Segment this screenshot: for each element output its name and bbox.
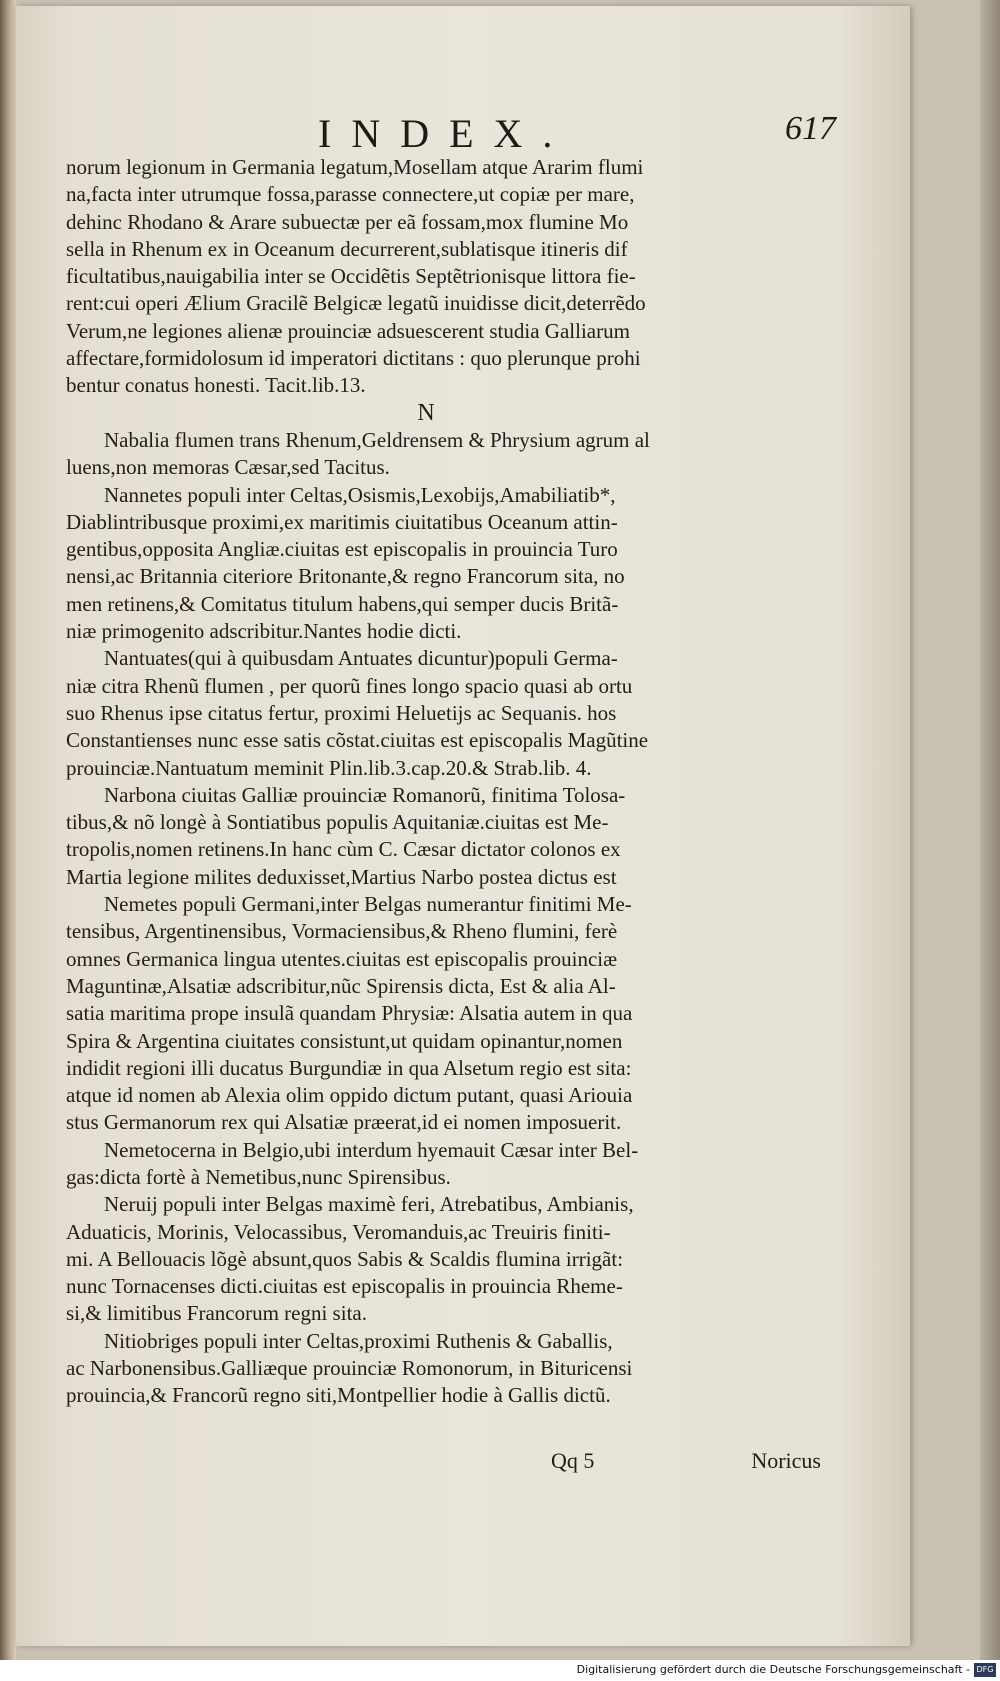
text-line: Verum,ne legiones alienæ prouinciæ adsuescerent studia Galliarum bbox=[66, 318, 630, 343]
entry-start-line: Neruij populi inter Belgas maximè feri, Atrebatibus, Ambianis, bbox=[104, 1192, 634, 1217]
text-line: prouinciæ.Nantuatum meminit Plin.lib.3.cap.20.& Strab.lib. 4. bbox=[66, 755, 592, 780]
text-line: Spira & Argentina ciuitates consistunt,ut quidam opinantur,nomen bbox=[66, 1028, 623, 1053]
text-line: Maguntinæ,Alsatiæ adscribitur,nũc Spirensis dicta, Est & alia Al- bbox=[66, 973, 616, 998]
book-binding bbox=[0, 0, 16, 1660]
digitization-footer bbox=[0, 1660, 1000, 1681]
entry-start-line: Nemetocerna in Belgio,ubi interdum hyemauit Cæsar inter Bel- bbox=[104, 1137, 639, 1162]
dfg-logo-icon: DFG bbox=[974, 1663, 996, 1677]
text-line: omnes Germanica lingua utentes.ciuitas est episcopalis prouinciæ bbox=[66, 946, 618, 971]
text-line: affectare,formidolosum id imperatori dictitans : quo plerunque prohi bbox=[66, 346, 641, 371]
text-line: nensi,ac Britannia citeriore Britonante,& regno Francorum sita, no bbox=[66, 564, 625, 589]
text-line: norum legionum in Germania legatum,Mosellam atque Ararim flumi bbox=[66, 155, 644, 179]
text-line: luens,non memoras Cæsar,sed Tacitus. bbox=[66, 455, 390, 480]
text-line: tropolis,nomen retinens.In hanc cùm C. Cæsar dictator colonos ex bbox=[66, 837, 621, 862]
text-line: indidit regioni illi ducatus Burgundiæ in qua Alsetum regio est sita: bbox=[66, 1055, 632, 1080]
page-header bbox=[56, 110, 836, 156]
text-line: gentibus,opposita Angliæ.ciuitas est episcopalis in prouincia Turo bbox=[66, 537, 618, 562]
funding-credit: Digitalisierung gefördert durch die Deutsche Forschungsgemeinschaft - bbox=[576, 1663, 970, 1676]
text-line: dehinc Rhodano & Arare subuectæ per eã fossam,mox flumine Mo bbox=[66, 209, 629, 234]
page-foot bbox=[551, 1448, 821, 1478]
text-line: mi. A Bellouacis lõgè absunt,quos Sabis & Scaldis flumina irrigãt: bbox=[66, 1246, 624, 1271]
entry-start-line: Nannetes populi inter Celtas,Osismis,Lexobijs,Amabiliatib*, bbox=[104, 482, 616, 507]
running-title: INDEX. bbox=[318, 111, 573, 156]
text-line: Constantienses nunc esse satis cõstat.ciuitas est episcopalis Magũtine bbox=[66, 728, 649, 753]
text-line: satia maritima prope insulã quandam Phrysiæ: Alsatia autem in qua bbox=[66, 1001, 633, 1026]
text-line: niæ primogenito adscribitur.Nantes hodie dicti. bbox=[66, 619, 462, 644]
text-line: si,& limitibus Francorum regni sita. bbox=[66, 1301, 367, 1326]
text-line: prouincia,& Francorũ regno siti,Montpellier hodie à Gallis dictũ. bbox=[66, 1383, 611, 1408]
section-letter: N bbox=[417, 399, 435, 426]
entry-start-line: Narbona ciuitas Galliæ prouinciæ Romanorũ, finitima Tolosa- bbox=[104, 782, 626, 807]
text-line: niæ citra Rhenũ flumen , per quorũ fines longo spacio quasi ab ortu bbox=[66, 673, 633, 698]
text-line: bentur conatus honesti. Tacit.lib.13. bbox=[66, 373, 366, 398]
entry-start-line: Nitiobriges populi inter Celtas,proximi Ruthenis & Gaballis, bbox=[104, 1328, 613, 1353]
text-line: ficultatibus,nauigabilia inter se Occidẽtis Septẽtrionisque littora fie- bbox=[66, 264, 636, 289]
page-edge bbox=[980, 0, 1000, 1660]
index-text bbox=[66, 154, 826, 1410]
text-line: nunc Tornacenses dicti.ciuitas est episcopalis in prouincia Rheme- bbox=[66, 1274, 623, 1299]
text-line: ac Narbonensibus.Galliæque prouinciæ Romonorum, in Bituricensi bbox=[66, 1356, 633, 1381]
text-line: sella in Rhenum ex in Oceanum decurrerent,sublatisque itineris dif bbox=[66, 236, 628, 261]
text-line: Martia legione milites deduxisset,Martius Narbo postea dictus est bbox=[66, 864, 617, 889]
text-line: Diablintribusque proximi,ex maritimis ciuitatibus Oceanum attin- bbox=[66, 509, 618, 534]
text-line: stus Germanorum rex qui Alsatiæ præerat,id ei nomen imposuerit. bbox=[66, 1110, 622, 1135]
text-line: tibus,& nõ longè à Sontiatibus populis Aquitaniæ.ciuitas est Me- bbox=[66, 810, 609, 835]
catchword: Noricus bbox=[751, 1448, 821, 1473]
entry-start-line: Nantuates(qui à quibusdam Antuates dicuntur)populi Germa- bbox=[104, 646, 618, 671]
text-line: tensibus, Argentinensibus, Vormaciensibus,& Rheno flumini, ferè bbox=[66, 919, 618, 944]
text-line: na,facta inter utrumque fossa,parasse connectere,ut copiæ per mare, bbox=[66, 182, 635, 207]
entry-start-line: Nabalia flumen trans Rhenum,Geldrensem & Phrysium agrum al bbox=[104, 427, 650, 452]
text-line: Aduaticis, Morinis, Velocassibus, Veromanduis,ac Treuiris finiti- bbox=[66, 1219, 611, 1244]
text-line: rent:cui operi Ælium Gracilẽ Belgicæ legatũ inuidisse dicit,deterrẽdo bbox=[66, 291, 646, 316]
text-line: gas:dicta fortè à Nemetibus,nunc Spirensibus. bbox=[66, 1164, 451, 1189]
page-number: 617 bbox=[785, 110, 836, 147]
text-line: men retinens,& Comitatus titulum habens,qui semper ducis Britã- bbox=[66, 591, 619, 616]
book-page bbox=[16, 6, 910, 1646]
signature-mark: Qq 5 bbox=[551, 1448, 595, 1473]
text-line: atque id nomen ab Alexia olim oppido dictum putant, quasi Ariouia bbox=[66, 1083, 633, 1108]
entry-start-line: Nemetes populi Germani,inter Belgas numerantur finitimi Me- bbox=[104, 892, 632, 917]
text-line: suo Rhenus ipse citatus fertur, proximi Heluetijs ac Sequanis. hos bbox=[66, 700, 617, 725]
